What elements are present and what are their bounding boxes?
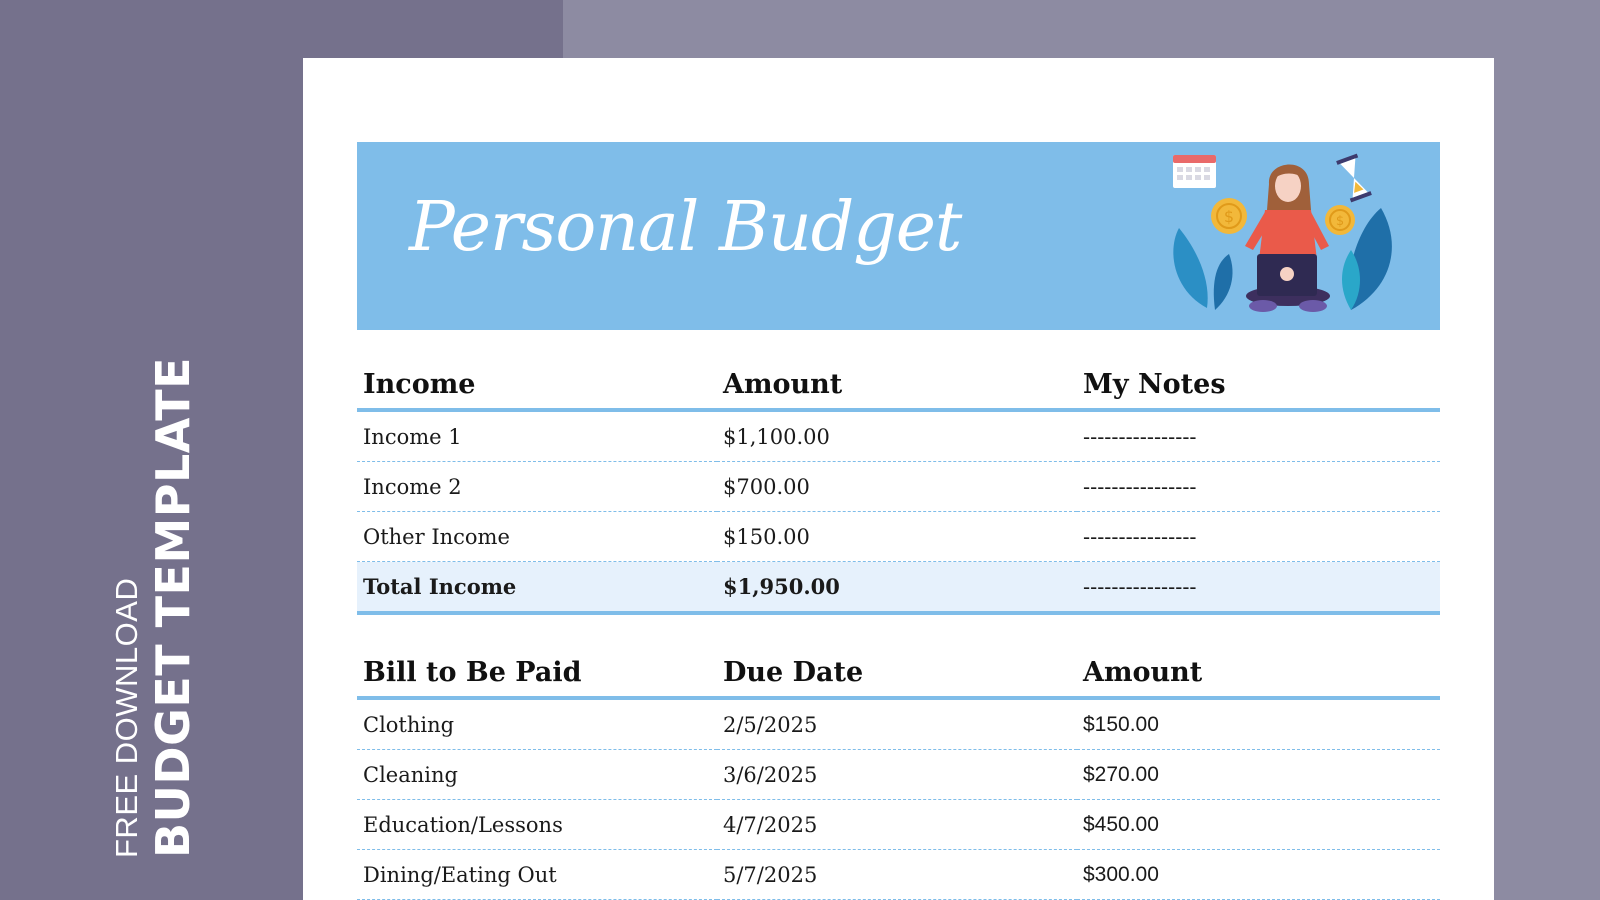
due-date-header: Due Date: [717, 648, 1077, 698]
svg-text:$: $: [1335, 214, 1345, 229]
title-banner: [357, 142, 1440, 330]
income-amount: $1,100.00: [717, 410, 1077, 462]
total-income-label: Total Income: [357, 562, 717, 614]
coin-icon: [1325, 205, 1355, 235]
income-notes: ----------------: [1077, 512, 1440, 562]
bill-name: Education/Lessons: [357, 800, 717, 850]
document-page: [303, 58, 1494, 900]
bill-name: Dining/Eating Out: [357, 850, 717, 900]
table-row: [357, 698, 1440, 750]
calendar-icon: [1173, 155, 1216, 188]
table-row: [357, 512, 1440, 562]
svg-text:$: $: [1223, 207, 1235, 226]
table-row: [357, 850, 1440, 900]
income-table: [357, 360, 1440, 615]
bill-name: Cleaning: [357, 750, 717, 800]
budget-template-label: BUDGET TEMPLATE: [146, 356, 200, 858]
income-name: Other Income: [357, 512, 717, 562]
bill-due-date: 3/6/2025: [717, 750, 1077, 800]
amount-header: Amount: [717, 360, 1077, 410]
income-name: Income 1: [357, 410, 717, 462]
bill-amount: $270.00: [1077, 750, 1440, 800]
bill-due-date: 5/7/2025: [717, 850, 1077, 900]
side-caption: [108, 357, 200, 858]
bill-due-date: 2/5/2025: [717, 698, 1077, 750]
bill-due-date: 4/7/2025: [717, 800, 1077, 850]
bill-amount: $450.00: [1077, 800, 1440, 850]
bill-name: Clothing: [357, 698, 717, 750]
bills-header-row: [357, 648, 1440, 698]
income-notes: ----------------: [1077, 462, 1440, 512]
bill-amount: $150.00: [1077, 698, 1440, 750]
income-header-row: [357, 360, 1440, 410]
income-amount: $700.00: [717, 462, 1077, 512]
leaf-icon: [1173, 228, 1232, 310]
total-income-notes: ----------------: [1077, 562, 1440, 614]
total-income-amount: $1,950.00: [717, 562, 1077, 614]
bill-header: Bill to Be Paid: [357, 648, 717, 698]
table-row: [357, 750, 1440, 800]
table-row: [357, 800, 1440, 850]
income-name: Income 2: [357, 462, 717, 512]
page-title: Personal Budget: [409, 188, 962, 267]
bill-amount-header: Amount: [1077, 648, 1440, 698]
bill-amount: $300.00: [1077, 850, 1440, 900]
income-header: Income: [357, 360, 717, 410]
table-row: [357, 410, 1440, 462]
notes-header: My Notes: [1077, 360, 1440, 410]
hourglass-icon: [1336, 154, 1372, 203]
coin-icon: [1211, 198, 1247, 234]
person-laptop-illustration: [1167, 150, 1407, 326]
total-income-row: [357, 562, 1440, 614]
table-row: [357, 462, 1440, 512]
person-figure: [1245, 164, 1330, 312]
bills-table: [357, 648, 1440, 900]
income-notes: ----------------: [1077, 410, 1440, 462]
free-download-label: FREE DOWNLOAD: [109, 577, 144, 858]
income-amount: $150.00: [717, 512, 1077, 562]
